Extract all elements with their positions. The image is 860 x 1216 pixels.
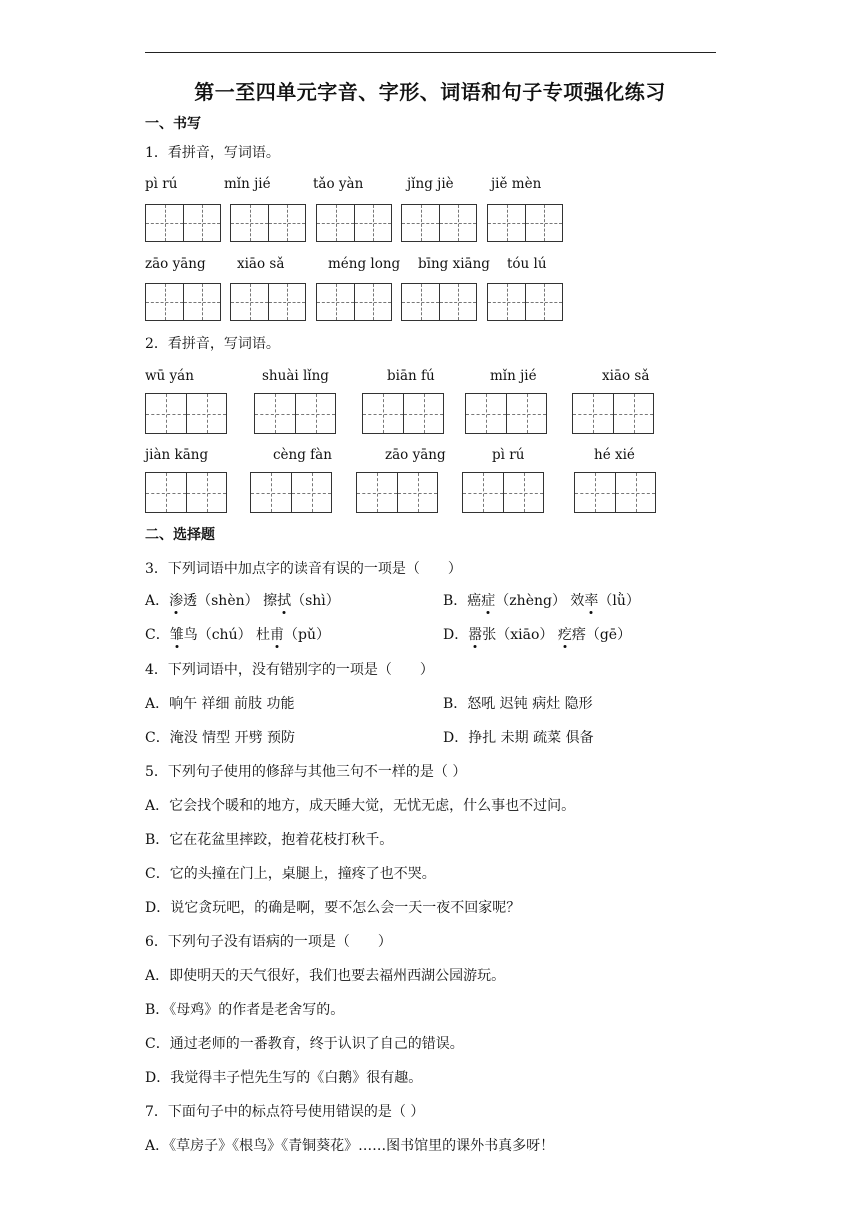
emphasis-dot: 症	[481, 590, 495, 610]
writing-grid[interactable]	[487, 283, 563, 321]
q3-option-c[interactable]: C．雏鸟（chú） 杜甫（pǔ）	[145, 624, 330, 644]
writing-grid[interactable]	[487, 204, 563, 242]
pinyin: zāo yāng	[145, 256, 206, 272]
writing-grid[interactable]	[401, 283, 477, 321]
emphasis-dot: 渗	[169, 590, 183, 610]
pinyin: mǐn jié	[490, 368, 537, 384]
q7-option-a[interactable]: A．《草房子》《根鸟》《青铜葵花》……图书馆里的课外书真多呀！	[145, 1138, 555, 1154]
q6-option-b[interactable]: B．《母鸡》的作者是老舍写的。	[145, 1002, 345, 1018]
q4-stem: 4．下列词语中，没有错别字的一项是（ ）	[145, 662, 434, 678]
pinyin: tǎo yàn	[313, 176, 364, 192]
writing-grid[interactable]	[316, 283, 392, 321]
emphasis-dot: 率	[584, 590, 598, 610]
q2-stem: 2．看拼音，写词语。	[145, 336, 280, 352]
writing-grid[interactable]	[465, 393, 547, 434]
q3-stem: 3．下列词语中加点字的读音有误的一项是（ ）	[145, 561, 462, 577]
section-writing: 一、书写	[145, 116, 201, 132]
q4-option-b[interactable]: B．怒吼 迟钝 病灶 隐形	[443, 696, 593, 712]
q5-option-c[interactable]: C．它的头撞在门上，桌腿上，撞疼了也不哭。	[145, 866, 436, 882]
pinyin: jiě mèn	[491, 176, 542, 192]
pinyin: biān fú	[387, 368, 435, 384]
page-title: 第一至四单元字音、字形、词语和句子专项强化练习	[194, 80, 666, 104]
q5-stem: 5．下列句子使用的修辞与其他三句不一样的是（ ）	[145, 764, 467, 780]
writing-grid[interactable]	[250, 472, 332, 513]
pinyin: shuài lǐng	[262, 368, 329, 384]
q1-stem: 1．看拼音，写词语。	[145, 145, 280, 161]
pinyin: cèng fàn	[273, 447, 332, 463]
pinyin: jǐng jiè	[407, 176, 454, 192]
writing-grid[interactable]	[254, 393, 336, 434]
writing-grid[interactable]	[462, 472, 544, 513]
header-rule	[145, 52, 716, 53]
q6-stem: 6．下列句子没有语病的一项是（ ）	[145, 934, 392, 950]
q4-option-c[interactable]: C．淹没 情型 开劈 预防	[145, 730, 296, 746]
q5-option-d[interactable]: D．说它贪玩吧，的确是啊，要不怎么会一天一夜不回家呢？	[145, 900, 521, 916]
pinyin: bīng xiāng	[418, 256, 490, 272]
pinyin: pì rú	[145, 176, 178, 192]
q4-option-a[interactable]: A．响午 祥细 前肢 功能	[145, 696, 295, 712]
writing-grid[interactable]	[362, 393, 444, 434]
q6-option-a[interactable]: A．即使明天的天气很好，我们也要去福州西湖公园游玩。	[145, 968, 506, 984]
writing-grid[interactable]	[401, 204, 477, 242]
writing-grid[interactable]	[574, 472, 656, 513]
pinyin: tóu lú	[507, 256, 547, 272]
section-choice: 二、选择题	[145, 527, 215, 543]
pinyin: xiāo sǎ	[237, 256, 285, 272]
pinyin: zāo yāng	[385, 447, 446, 463]
pinyin: méng long	[328, 256, 401, 272]
pinyin: mǐn jié	[224, 176, 271, 192]
q5-option-b[interactable]: B．它在花盆里摔跤，抱着花枝打秋千。	[145, 832, 394, 848]
writing-grid[interactable]	[145, 283, 221, 321]
q6-option-c[interactable]: C．通过老师的一番教育，终于认识了自己的错误。	[145, 1036, 464, 1052]
emphasis-dot: 疙	[558, 624, 572, 644]
emphasis-dot: 雏	[170, 624, 184, 644]
pinyin: xiāo sǎ	[602, 368, 650, 384]
writing-grid[interactable]	[230, 204, 306, 242]
writing-grid[interactable]	[145, 393, 227, 434]
writing-grid[interactable]	[356, 472, 438, 513]
q6-option-d[interactable]: D．我觉得丰子恺先生写的《白鹅》很有趣。	[145, 1070, 423, 1086]
writing-grid[interactable]	[230, 283, 306, 321]
q4-option-d[interactable]: D．挣扎 未期 疏菜 俱备	[443, 730, 594, 746]
pinyin: hé xié	[594, 447, 635, 463]
pinyin: jiàn kāng	[145, 447, 209, 463]
writing-grid[interactable]	[572, 393, 654, 434]
q3-option-b[interactable]: B．癌症（zhèng） 效率（lǜ）	[443, 590, 640, 610]
emphasis-dot: 甫	[270, 624, 284, 644]
writing-grid[interactable]	[316, 204, 392, 242]
pinyin: pì rú	[492, 447, 525, 463]
writing-grid[interactable]	[145, 472, 227, 513]
emphasis-dot: 嚣	[468, 624, 482, 644]
q7-stem: 7．下面句子中的标点符号使用错误的是（ ）	[145, 1104, 425, 1120]
pinyin: wū yán	[145, 368, 194, 384]
q3-option-a[interactable]: A．渗透（shèn） 擦拭（shì）	[145, 590, 340, 610]
q3-option-d[interactable]: D．嚣张（xiāo） 疙瘩（gē）	[443, 624, 631, 644]
q5-option-a[interactable]: A．它会找个暖和的地方，成天睡大觉，无忧无虑，什么事也不过问。	[145, 798, 576, 814]
emphasis-dot: 拭	[277, 590, 291, 610]
writing-grid[interactable]	[145, 204, 221, 242]
